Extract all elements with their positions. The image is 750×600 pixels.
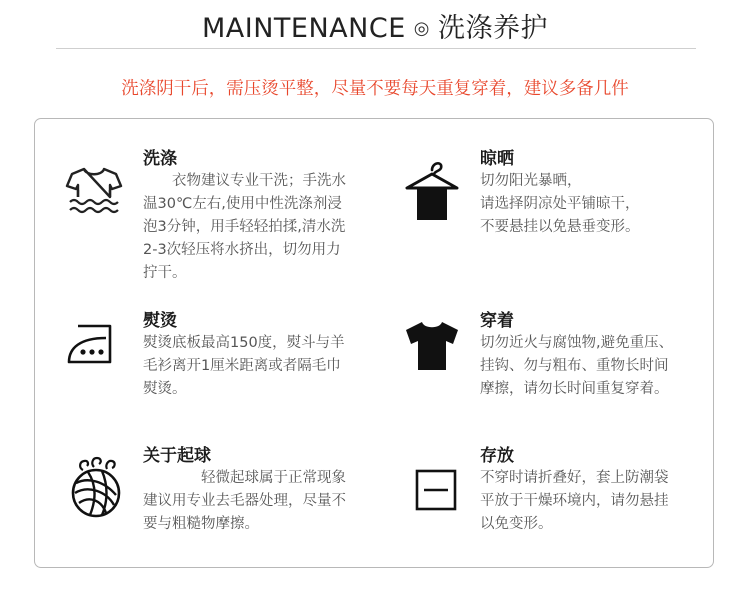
yarn-ball-icon xyxy=(66,455,126,519)
text-line: 2-3次轻压将水挤出，切勿用力 xyxy=(143,242,341,258)
hanger-dry-icon xyxy=(403,158,461,224)
item-body-dry xyxy=(480,170,640,239)
item-title-dry: 晾晒 xyxy=(480,149,514,169)
text-line: 毛衫离开1厘米距离或者隔毛巾 xyxy=(143,358,341,374)
item-body-wash xyxy=(143,170,346,285)
text-line: 建议用专业去毛器处理，尽量不 xyxy=(143,493,346,509)
item-title-wear: 穿着 xyxy=(480,311,514,331)
text-line: 温30℃左右,使用中性洗涤剂浸 xyxy=(143,196,342,212)
text-line: 请选择阴凉处平铺晾干， xyxy=(480,196,640,212)
page-title xyxy=(0,6,750,45)
text-line: 轻微起球属于正常现象 xyxy=(143,470,346,486)
text-line: 切勿近火与腐蚀物,避免重压、 xyxy=(480,335,674,351)
text-line: 摩擦，请勿长时间重复穿着。 xyxy=(480,381,669,397)
title-english: MAINTENANCE xyxy=(202,13,406,44)
title-divider xyxy=(56,48,696,49)
text-line: 不穿时请折叠好，套上防潮袋 xyxy=(480,470,669,486)
wash-tshirt-icon xyxy=(64,166,124,220)
item-title-iron: 熨烫 xyxy=(143,311,177,331)
item-title-storage: 存放 xyxy=(480,446,514,466)
iron-icon xyxy=(66,322,122,366)
text-line: 衣物建议专业干洗；手洗水 xyxy=(143,173,346,189)
item-title-wash: 洗涤 xyxy=(143,149,177,169)
text-line: 平放于干燥环境内，请勿悬挂 xyxy=(480,493,669,509)
tshirt-icon xyxy=(403,320,461,372)
text-line: 以免变形。 xyxy=(480,516,553,532)
title-chinese: 洗涤养护 xyxy=(437,13,548,44)
item-body-iron xyxy=(143,332,345,401)
text-line: 要与粗糙物摩擦。 xyxy=(143,516,259,532)
text-line: 拧干。 xyxy=(143,265,187,281)
text-line: 切勿阳光暴晒， xyxy=(480,173,582,189)
item-title-pilling: 关于起球 xyxy=(143,446,211,466)
flat-storage-icon xyxy=(415,469,457,511)
item-body-pilling xyxy=(143,467,346,536)
item-body-wear xyxy=(480,332,673,401)
text-line: 不要悬挂以免悬垂变形。 xyxy=(480,219,640,235)
text-line: 泡3分钟，用手轻轻拍揉,清水洗 xyxy=(143,219,346,235)
target-symbol-icon: ◎ xyxy=(413,18,430,39)
care-notice: 洗涤阴干后，需压烫平整，尽量不要每天重复穿着，建议多备几件 xyxy=(121,79,629,99)
text-line: 熨烫底板最高150度，熨斗与羊 xyxy=(143,335,345,351)
text-line: 挂钩、勿与粗布、重物长时间 xyxy=(480,358,669,374)
text-line: 熨烫。 xyxy=(143,381,187,397)
item-body-storage xyxy=(480,467,669,536)
